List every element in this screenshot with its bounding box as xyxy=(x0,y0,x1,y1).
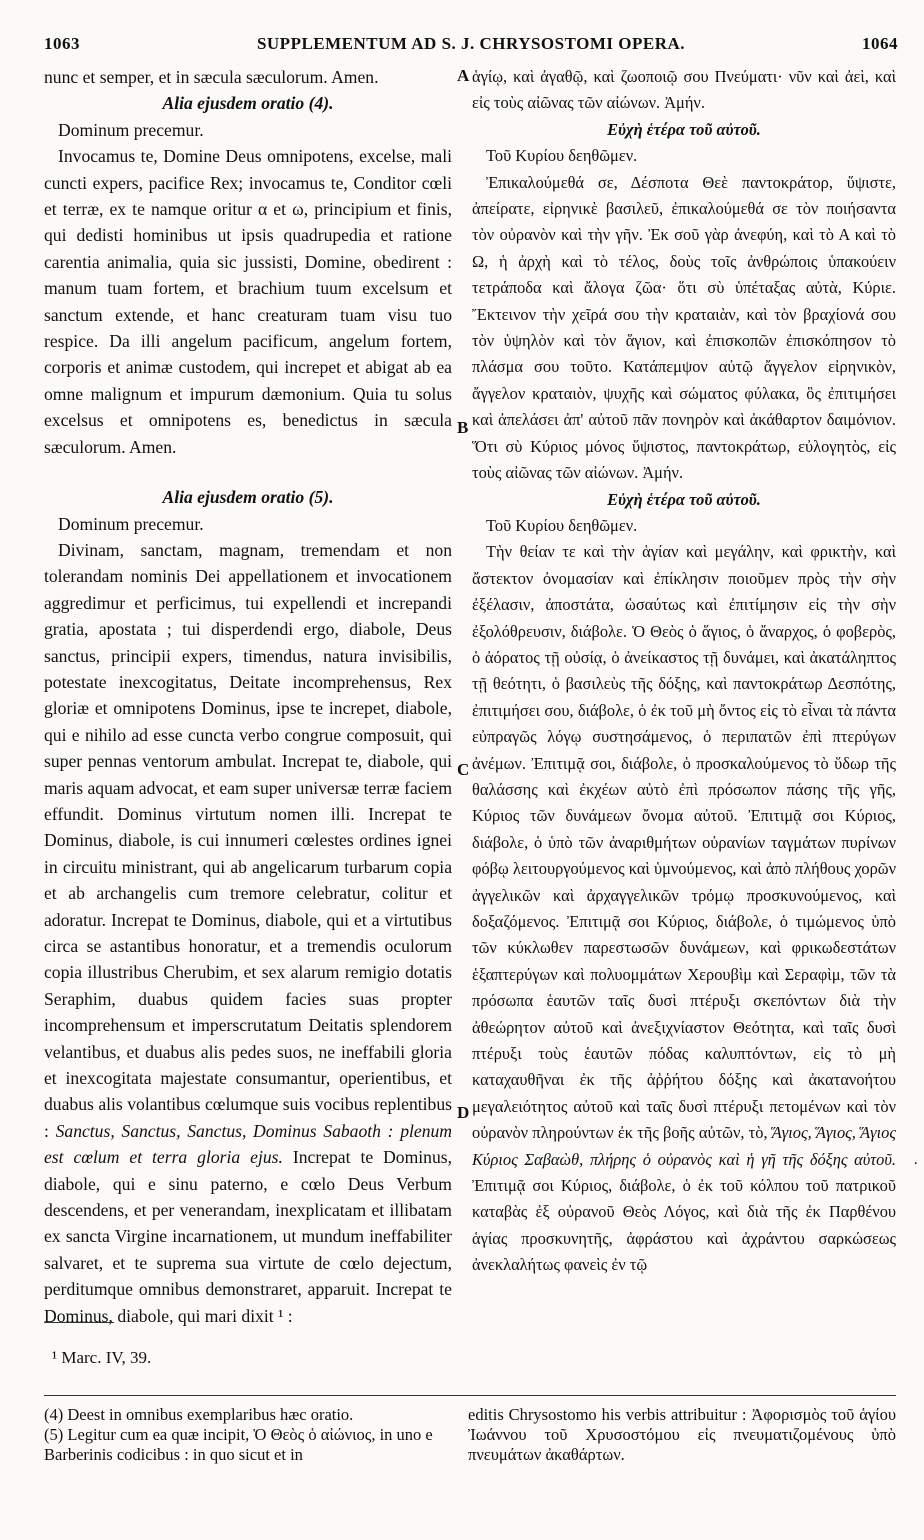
footnote-1: ¹ Marc. IV, 39. xyxy=(52,1348,152,1367)
greek-title-oratio-5: Εὐχὴ ἑτέρα τοῦ αὐτοῦ. xyxy=(607,489,761,509)
page-number-left: 1063 xyxy=(44,34,80,53)
footnote-rule xyxy=(44,1322,114,1323)
margin-marker-a: A xyxy=(457,66,470,85)
page-number-right: 1064 xyxy=(862,34,898,53)
note-5: (5) Legitur cum ea quæ incipit, Ὁ Θεὸς ὁ αἰώνιος, in uno e Barberinis codicibus : in quo sicut et in xyxy=(44,1425,433,1464)
latin-oratio-5-part2: Increpat te Dominus, diabole, qui e sinu paterno, e cœlo Deus Verbum descendens, et per venerandam, inexplicatam et illibatam ex sancta Virgine incarnationem, ut mundum ineffabiliter salvaret, et te suprema sua virtute de cœlo dejectum, perditumque omnibus demonstraret, apparuit. Increpat te Dominus, diabole, qui mari dixit ¹ : xyxy=(44,1147,453,1326)
latin-title-oratio-4: Alia ejusdem oratio (4). xyxy=(162,93,334,114)
latin-invocation-5: Dominum precemur. xyxy=(58,513,204,534)
edge-mark: · xyxy=(913,1156,918,1172)
running-header xyxy=(44,34,898,58)
notes-right xyxy=(468,1405,896,1465)
latin-invocation-4: Dominum precemur. xyxy=(58,119,204,140)
latin-continuation: nunc et semper, et in sæcula sæculorum. Amen. xyxy=(44,67,379,87)
greek-continuation: ἁγίῳ, καὶ ἀγαθῷ, καὶ ζωοποιῷ σου Πνεύματι· νῦν καὶ ἀεὶ, καὶ εἰς τοὺς αἰῶνας τῶν αἰώνων. Ἀμήν. xyxy=(472,67,896,113)
note-5-continuation: editis Chrysostomo his verbis attribuitur : Ἀφορισμὸς τοῦ ἁγίου Ἰωάννου τοῦ Χρυσοστόμου εἰς πνευματιζομένους ὑπὸ πνευμάτων ἀκαθάρτων. xyxy=(468,1405,896,1464)
margin-marker-c: C xyxy=(457,760,470,779)
notes-rule xyxy=(44,1395,896,1396)
latin-column xyxy=(44,64,452,1329)
notes-left xyxy=(44,1405,452,1465)
latin-sanctus: Sanctus, Sanctus, Sanctus, Dominus Sabaoth : plenum est cœlum et terra gloria ejus. xyxy=(44,1120,452,1168)
greek-oratio-5-text xyxy=(472,539,896,1278)
running-title: SUPPLEMENTUM AD S. J. CHRYSOSTOMI OPERA. xyxy=(256,34,686,53)
latin-oratio-5-text xyxy=(44,537,452,1329)
greek-hagios: Ἅγιος, Ἅγιος, Ἅγιος Κύριος Σαβαὼθ, πλήρης ὁ οὐρανὸς καὶ ἡ γῆ τῆς δόξης αὐτοῦ. xyxy=(472,1123,896,1169)
greek-invocation-5: Τοῦ Κυρίου δεηθῶμεν. xyxy=(486,515,638,535)
greek-invocation-4: Τοῦ Κυρίου δεηθῶμεν. xyxy=(486,146,638,166)
greek-oratio-5-part1: Τὴν θείαν τε καὶ τὴν ἁγίαν καὶ μεγάλην, καὶ φρικτὴν, καὶ ἄστεκτον ὀνομασίαν καὶ ἐπίκλησιν ποιοῦμεν πρὸς τὴν σὴν ἐξέλασιν, ἀποστάτα, ὡσαύτως καὶ ἐπιτίμησιν εἰς τὴν σὴν ἐξολόθρευσιν, διάβολε. Ὁ Θεὸς ὁ ἅγιος, ὁ ἄναρχος, ὁ φοβερὸς, ὁ ἀόρατος τῇ οὐσίᾳ, ὁ ἀνείκαστος τῇ δυνάμει, καὶ ἀκατάληπτος τῇ θεότητι, ὁ βασιλεὺς τῆς δόξης, καὶ παντοκράτωρ Δεσπότης, ἐπιτιμήσει σου, διάβολε, ὁ ἐκ τοῦ μὴ ὄντος εἰς τὸ εἶναι τὰ πάντα εὐπραγῶς λόγῳ συστησάμενος, ὁ περιπατῶν ἐπὶ πτερύγων ἀνέμων. Ἐπιτιμᾷ σοι, διάβολε, ὁ προσκαλούμενος τὸ ὕδωρ τῆς θαλάσσης καὶ ἐκχέων αὐτὸ ἐπὶ πρόσωπον πάσης τῆς γῆς, Κύριος τῶν δυνάμεων ὄνομα αὐτοῦ. Ἐπιτιμᾷ σοι Κύριος, διάβολε, ὁ ὑπὸ τῶν ἀναριθμήτων οὐρανίων ταγμάτων πυρίνων φόβῳ λειτουργούμενος καὶ ὑμνούμενος, καὶ ἀπὸ πλήθους χορῶν ἀγγελικῶν καὶ ἀρχαγγελικῶν τρόμῳ προσκυνούμενος, καὶ δοξαζόμενος. Ἐπιτιμᾷ σοι Κύριος, διάβολε, ὁ τιμώμενος ὑπὸ τῶν κύκλωθεν παρεστωσῶν δυνάμεων, καὶ φρικωδεστάτων ἑξαπτερύγων καὶ πολυομμάτων Χερουβὶμ καὶ Σεραφὶμ, τῶν τὰ πρόσωπα ἑαυτῶν ταῖς δυσὶ πτέρυξι σκεπόντων διὰ τὴν ἀθεώρητον αὐτοῦ καὶ ἀνεξιχνίαστον Θεότητα, καὶ ταῖς δυσὶ πτέρυξι τοὺς ἑαυτῶν πόδας καλυπτόντων, εἰς τὸ μὴ καταχαυθῆναι ἐκ τῆς ἀῤῥήτου δόξης καὶ ἀκατανοήτου μεγαλειότητος αὐτοῦ καὶ ταῖς δυσὶ πτέρυξι πετομένων καὶ τὸν οὐρανὸν πληρούντων ἐκ τῆς βοῆς αὐτῶν, τὸ, xyxy=(472,542,896,1143)
margin-marker-b: B xyxy=(457,418,469,437)
latin-oratio-5-part1: Divinam, sanctam, magnam, tremendam et non tolerandam nominis Dei appellationem et invocationem aggredimur et perficimus, tui expellendi et increpandi gratia, apostata ; tui disperdendi ergo, diabole, Deus sanctus, principii expers, timendus, natura invisibilis, potestate inexcogitatus, Deitate incomprehensus, Rex gloriæ et omnipotens Dominus, ipse te increpet, diabole, qui e nihilo ad esse cuncta verbo congrue composuit, qui super pennas ventorum ambulat. Increpat te, diabole, qui maris aquam advocat, et eam super universæ terræ faciem effundit. Dominus virtutum nomen illi. Increpat te Dominus, diabole, is cui innumeri cœlestes ordines ignei in circuitu ministrant, qui ab angelicarum turbarum copia et ab archangelis cum tremore celebratur, colitur et adoratur. Increpat te Dominus, diabole, qui et a virtutibus circa se astantibus honoratur, et a tremendis oculorum copia illustribus Cherubim, et sex alarum remigio dotatis Seraphim, duabus quidem facies suas propter incomprehensum et imperscrutatum Deitatis splendorem velantibus, et duabus alis pedes suos, ne ineffabili gloria et inexcogitata majestate consumantur, operientibus, et duabus alis volantibus cœlumque suis vocibus replentibus : xyxy=(44,539,452,1141)
greek-column xyxy=(472,64,896,1279)
note-4: (4) Deest in omnibus exemplaribus hæc oratio. xyxy=(44,1405,354,1424)
greek-title-oratio-4: Εὐχὴ ἑτέρα τοῦ αὐτοῦ. xyxy=(607,119,761,139)
latin-oratio-4-text: Invocamus te, Domine Deus omnipotens, excelse, mali cuncti expers, pacifice Rex; invocamus te, Conditor cœli et terræ, ex te namque oritur α et ω, principium et finis, qui dedisti hominibus ut ipsis quadrupedia et ratione carentia animalia, quia sic jussisti, Domine, obedirent : manum tuam fortem, et brachium tuum excelsum et sanctum extende, et hanc creaturam tuam visu tuo respice. Da illi angelum pacificum, angelum fortem, corporis et animæ custodem, qui increpet et abigat ab ea omne malignum et impurum dæmonium. Quia tu solus excelsus et omnipotens es, benedictus in sæcula sæculorum. Amen. xyxy=(44,146,452,457)
latin-title-oratio-5: Alia ejusdem oratio (5). xyxy=(162,487,334,508)
greek-oratio-5-part2: Ἐπιτιμᾷ σοι Κύριος, διάβολε, ὁ ἐκ τοῦ κόλπου τοῦ πατρικοῦ καταβὰς ἐξ οὐρανοῦ Θεὸς Λόγος, καὶ διὰ τῆς ἐκ Παρθένου ἁγίας προσκυνητῆς, ἀφράστου καὶ ἀχράντου σαρκώσεως ἀνεκλαλήτως φανεὶς ἐν τῷ xyxy=(472,1176,896,1275)
greek-oratio-4-text: Ἐπικαλούμεθά σε, Δέσποτα Θεὲ παντοκράτορ, ὕψιστε, ἀπείρατε, εἰρηνικὲ βασιλεῦ, ἐπικαλούμεθά σε τὸν ποιήσαντα τὸν οὐρανὸν καὶ τὴν γῆν. Ἐκ σοῦ γὰρ ἀνεφύη, καὶ τὸ Α καὶ τὸ Ω, ἡ ἀρχὴ καὶ τὸ τέλος, δοὺς τοῖς ἀνθρώποις ὑπακούειν τετράποδα καὶ ἄλογα ζῶα· ὅτι σὺ ὑπέταξας αὐτὰ, Κύριε. Ἔκτεινον τὴν χεῖρά σου τὴν κραταιὰν, καὶ τὸν βραχίονά σου τὸν ὑψηλὸν καὶ τὸν ἅγιον, καὶ ἐπισκοπῶν ἐπισκόπησον τὸ πλάσμα σου τοῦτο. Κατάπεμψον αὐτῷ ἄγγελον εἰρηνικὸν, ἄγγελον κραταιὸν, ψυχῆς καὶ σώματος φύλακα, ὃς ἐπιτιμήσει καὶ ἀπελάσει ἀπ' αὐτοῦ πᾶν πονηρὸν καὶ ἀκάθαρτον δαιμόνιον. Ὅτι σὺ Κύριος μόνος ὕψιστος, παντοκράτωρ, εὐλογητὸς, εἰς τοὺς αἰῶνας τῶν αἰώνων. Ἀμήν. xyxy=(472,172,896,483)
margin-marker-d: D xyxy=(457,1103,470,1122)
